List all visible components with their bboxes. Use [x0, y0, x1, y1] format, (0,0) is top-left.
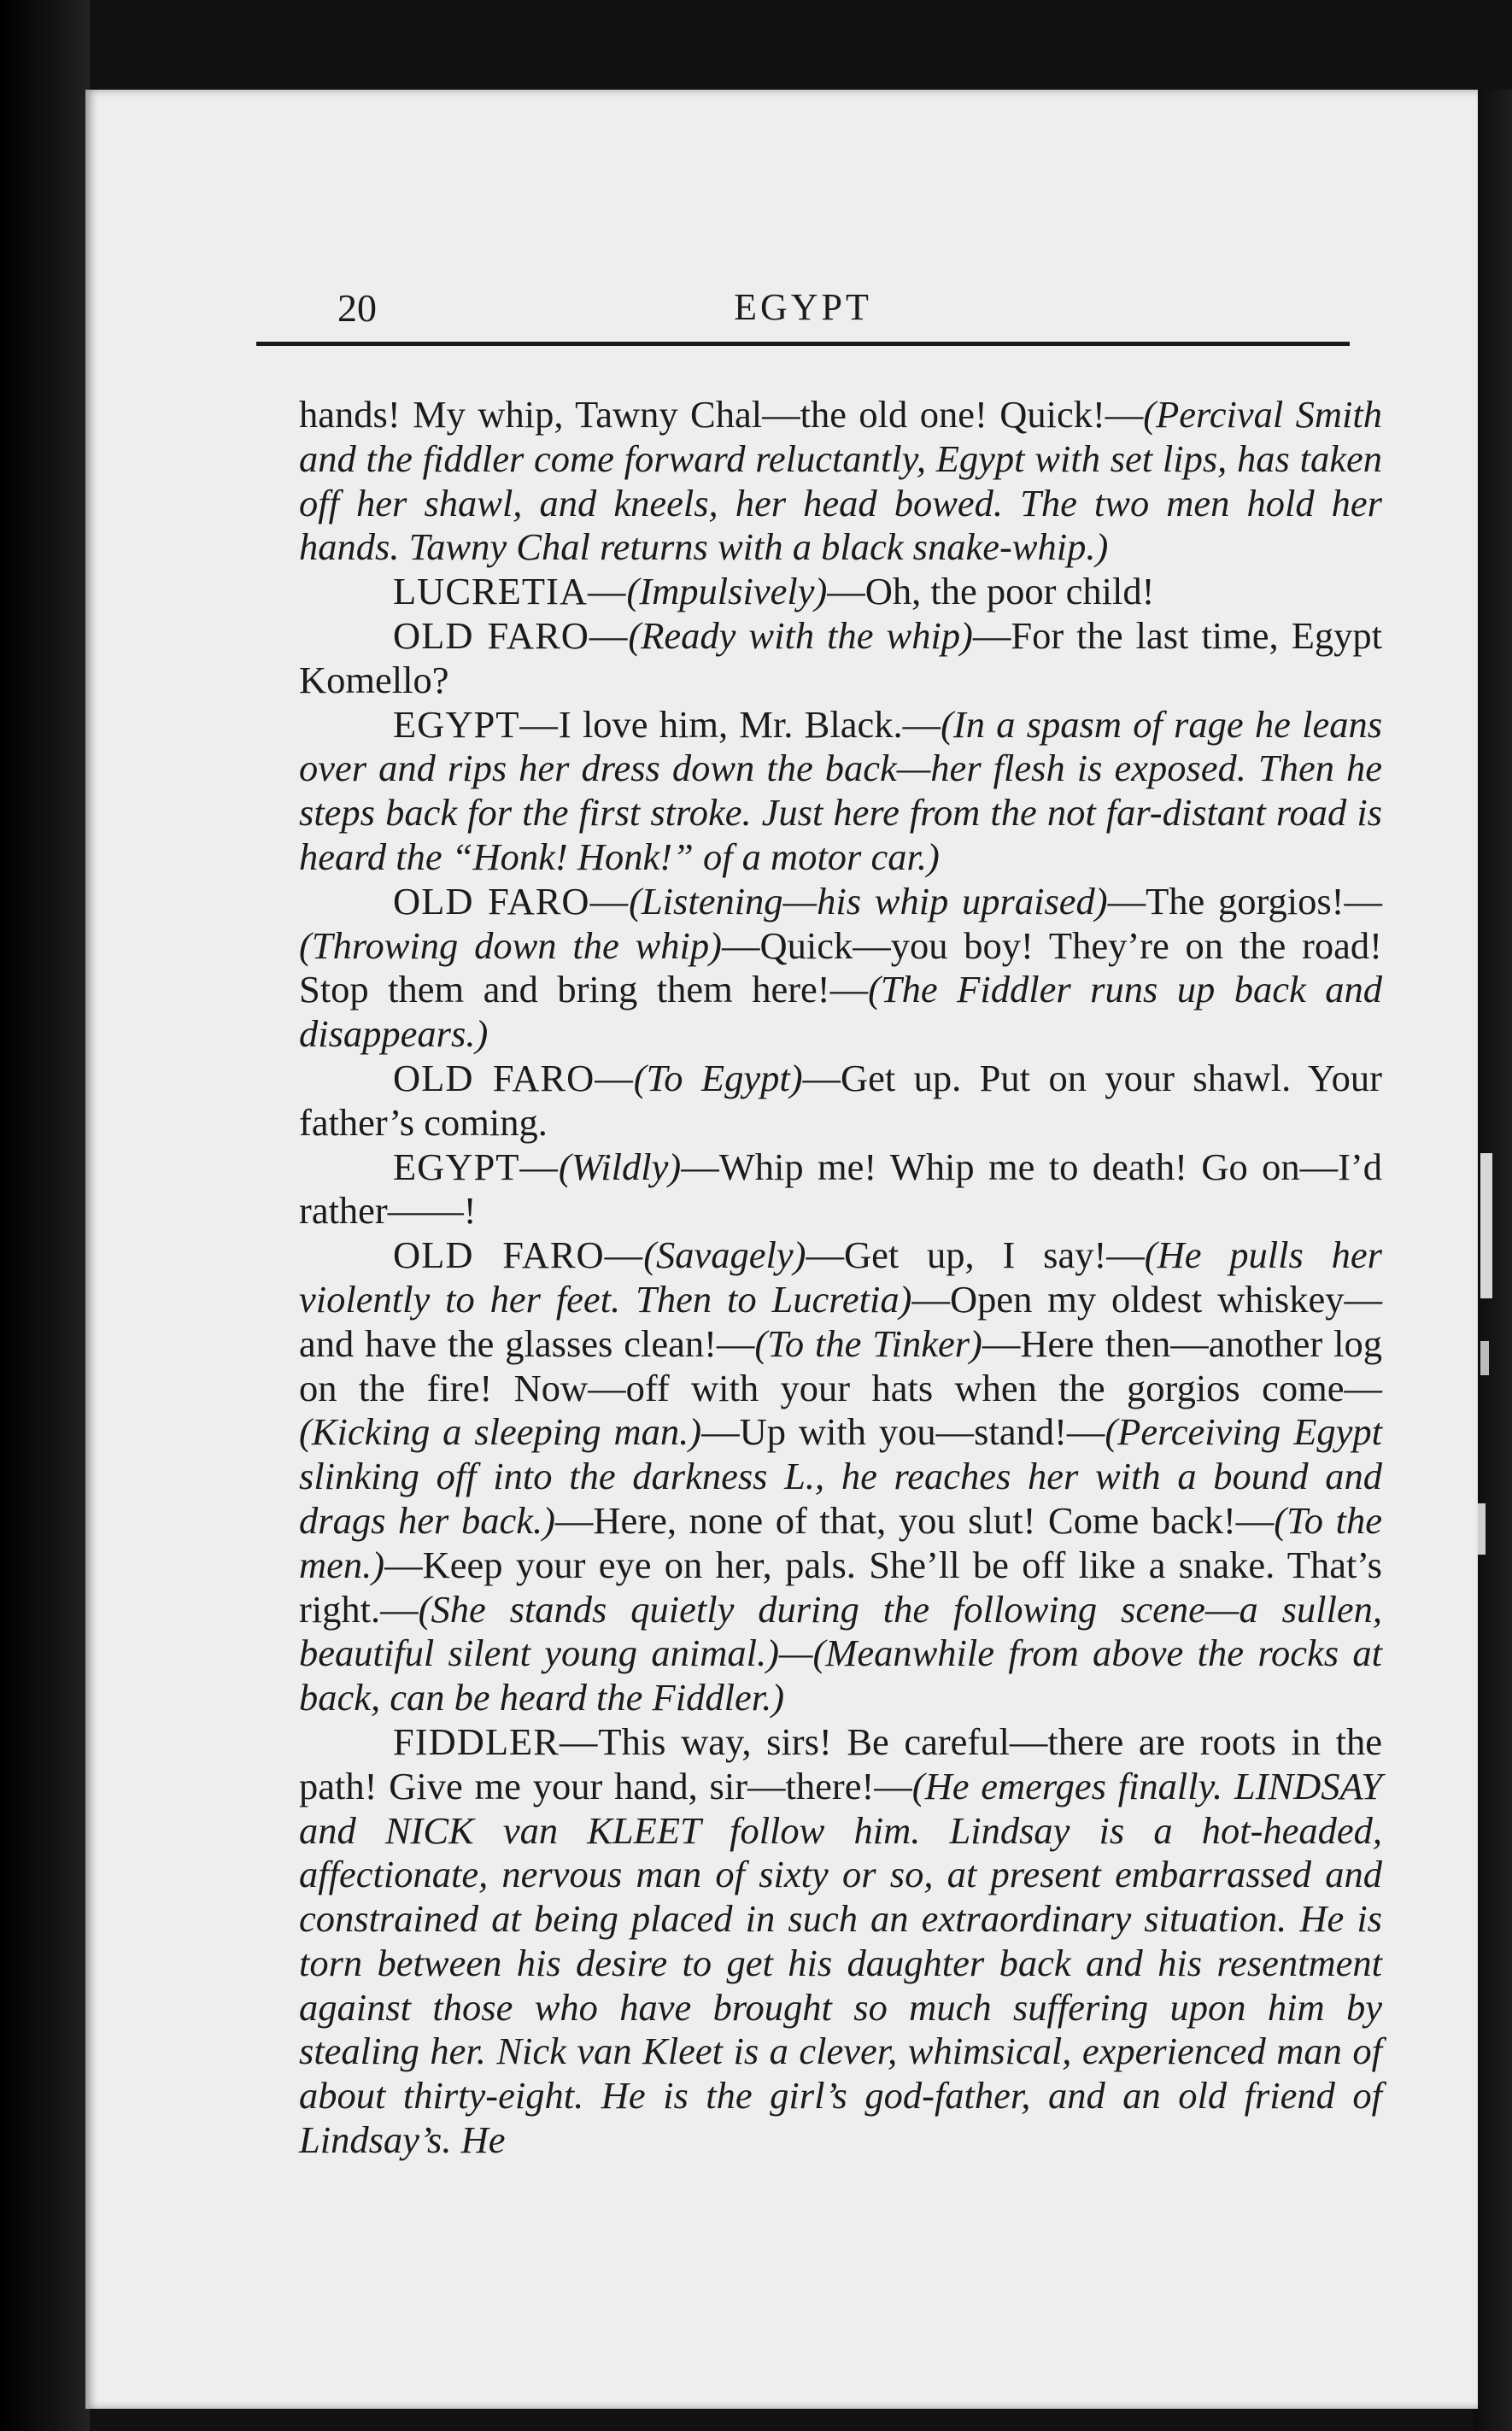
running-head: EGYPT: [734, 286, 872, 328]
spoken-text: —Keep your eye on her, pals. She’ll be off like a snake. That’s right.—: [299, 1543, 1382, 1631]
stage-direction: (To Egypt): [633, 1056, 803, 1099]
dialogue-paragraph: [299, 1233, 1382, 1720]
dialogue-paragraph: [299, 880, 1382, 1057]
facing-page-edge: [1474, 90, 1512, 2431]
spoken-text: —For the last time, Egypt Komello?: [299, 613, 1382, 701]
spoken-text: —Whip me! Whip me to death! Go on—I’d rather——!: [299, 1145, 1382, 1233]
dialogue-paragraph: [299, 614, 1382, 703]
speaker-name: EGYPT—: [393, 1145, 559, 1188]
stage-direction: (Perceiving Egypt slinking off into the darkness L., he reaches her with a bound and drags her back.): [299, 1410, 1382, 1542]
spoken-text: —Get up. Put on your shawl. Your father’s coming.: [299, 1056, 1382, 1144]
spoken-text: I love him, Mr. Black.—: [558, 702, 941, 746]
stage-direction: (To the Tinker): [754, 1321, 982, 1365]
speaker-name: OLD FARO—: [393, 613, 629, 657]
body-text: [299, 393, 1382, 2163]
page-header: [256, 282, 1350, 346]
dialogue-paragraph: [299, 1145, 1382, 1234]
scan-edge-mark: [1480, 1153, 1492, 1298]
stage-direction: (He pulls her violently to her feet. Then to Lucretia): [299, 1233, 1382, 1321]
speaker-name: OLD FARO—: [393, 1056, 634, 1099]
stage-direction: (Savagely): [643, 1233, 806, 1277]
spoken-text: —Get up, I say!—: [806, 1233, 1145, 1277]
spoken-text: —Oh, the poor child!: [827, 570, 1155, 613]
stage-direction: (Wildly): [558, 1145, 682, 1188]
stage-direction: (Ready with the whip): [628, 613, 973, 657]
dialogue-paragraph: [299, 570, 1382, 614]
spoken-text: hands! My whip, Tawny Chal—the old one! Quick!—: [299, 393, 1144, 436]
dialogue-paragraph: [299, 1057, 1382, 1145]
spoken-text: —The gorgios!—: [1107, 879, 1383, 923]
spoken-text: —Up with you—stand!—: [701, 1410, 1105, 1454]
stage-direction: (He emerges finally. LINDSAY and NICK van KLEET follow him. Lindsay is a hot-headed, affectionate, nervous man of sixty or so, at present embarrassed and constrained at being placed in such an extraordinary situation. He is torn between his desire to get his daughter back and his resentment against those who have brought so much suffering upon him by stealing her. Nick van Kleet is a clever, whimsical, experienced man of about thirty-eight. He is the girl’s god-father, and an old friend of Lindsay’s. He: [299, 1764, 1382, 2162]
continuation-paragraph: [299, 393, 1382, 570]
stage-direction: (Percival Smith and the fiddler come forward reluctantly, Egypt with set lips, has taken off her shawl, and kneels, her head bowed. The two men hold her hands. Tawny Chal returns with a black snake-whip.): [299, 393, 1383, 569]
page-number: 20: [337, 286, 377, 330]
stage-direction: (Kicking a sleeping man.): [299, 1410, 702, 1454]
speaker-name: OLD FARO—: [393, 879, 630, 923]
stage-direction: (Throwing down the whip): [299, 923, 722, 967]
scan-edge-mark: [1477, 1503, 1486, 1555]
stage-direction: (In a spasm of rage he leans over and rips her dress down the back—her flesh is exposed. Then he steps back for the first stroke. Just here from the not far-distant road is heard the “Honk! Honk!” of a motor car.): [299, 702, 1383, 878]
speaker-name: FIDDLER—: [393, 1719, 599, 1763]
stage-direction: (Listening—his whip upraised): [629, 879, 1108, 923]
dialogue-paragraph: [299, 1720, 1382, 2163]
scan-shadow-left: [0, 0, 90, 2431]
scan-edge-mark: [1480, 1341, 1489, 1375]
dialogue-paragraph: [299, 703, 1382, 880]
speaker-name: EGYPT—: [393, 702, 559, 746]
spoken-text: —Here, none of that, you slut! Come back!—: [554, 1498, 1275, 1542]
stage-direction: (To the men.): [299, 1498, 1382, 1586]
stage-direction: (The Fiddler runs up back and disappears.): [299, 968, 1382, 1056]
spoken-text: This way, sirs! Be careful—there are roots in the path! Give me your hand, sir—there!—: [299, 1719, 1382, 1807]
spoken-text: —Quick—you boy! They’re on the road! Stop them and bring them here!—: [299, 923, 1382, 1011]
stage-direction: (She stands quietly during the following scene—a sullen, beautiful silent young animal.)—(Meanwhile from above the rocks at back, can be heard the Fiddler.): [299, 1587, 1382, 1719]
spoken-text: —Open my oldest whiskey—and have the glasses clean!—: [299, 1277, 1382, 1365]
spoken-text: —Here then—another log on the fire! Now—off with your hats when the gorgios come—: [299, 1321, 1382, 1409]
speaker-name: OLD FARO—: [393, 1233, 644, 1277]
stage-direction: (Impulsively): [626, 570, 828, 613]
speaker-name: LUCRETIA—: [393, 570, 627, 613]
